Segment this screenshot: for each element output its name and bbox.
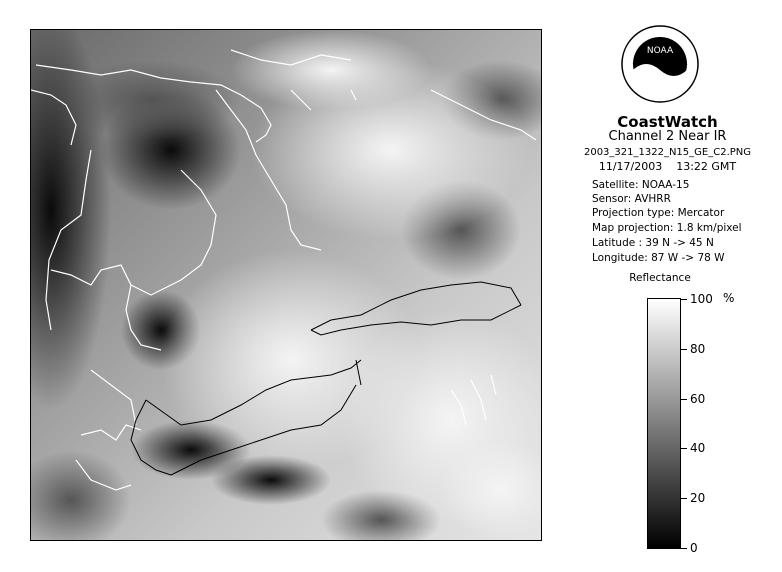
colorbar-tick-mark — [681, 448, 687, 449]
colorbar-title: Reflectance — [629, 272, 691, 284]
colorbar-gradient — [647, 298, 681, 549]
colorbar-tick-label: 20 — [690, 491, 706, 506]
longitude-label: Longitude: 87 W -> 78 W — [592, 252, 725, 264]
date-time: 11/17/2003 13:22 GMT — [598, 160, 737, 173]
logo-center-text: NOAA — [646, 46, 674, 56]
colorbar-tick-label: 80 — [690, 341, 706, 356]
colorbar-tick-mark — [681, 399, 687, 400]
channel-subtitle: Channel 2 Near IR — [608, 129, 727, 144]
filename: 2003_321_1322_N15_GE_C2.PNG — [583, 147, 752, 158]
satellite-label: Satellite: NOAA-15 — [592, 179, 690, 191]
colorbar-unit: % — [723, 291, 735, 305]
colorbar-tick-mark — [681, 299, 687, 300]
noaa-logo — [620, 24, 700, 104]
colorbar-tick-label: 100 — [690, 292, 713, 306]
product-title: CoastWatch — [617, 113, 718, 131]
map-projection-label: Map projection: 1.8 km/pixel — [592, 222, 742, 234]
colorbar-tick-mark — [681, 548, 687, 549]
satellite-image — [30, 29, 542, 541]
colorbar-tick-label: 40 — [690, 441, 706, 456]
colorbar-tick-mark — [681, 498, 687, 499]
sensor-label: Sensor: AVHRR — [592, 193, 671, 205]
colorbar-tick-mark — [681, 349, 687, 350]
projection-type-label: Projection type: Mercator — [592, 207, 725, 219]
latitude-label: Latitude : 39 N -> 45 N — [592, 237, 714, 249]
colorbar-tick-label: 60 — [690, 391, 706, 406]
colorbar-tick-label: 0 — [690, 541, 698, 555]
